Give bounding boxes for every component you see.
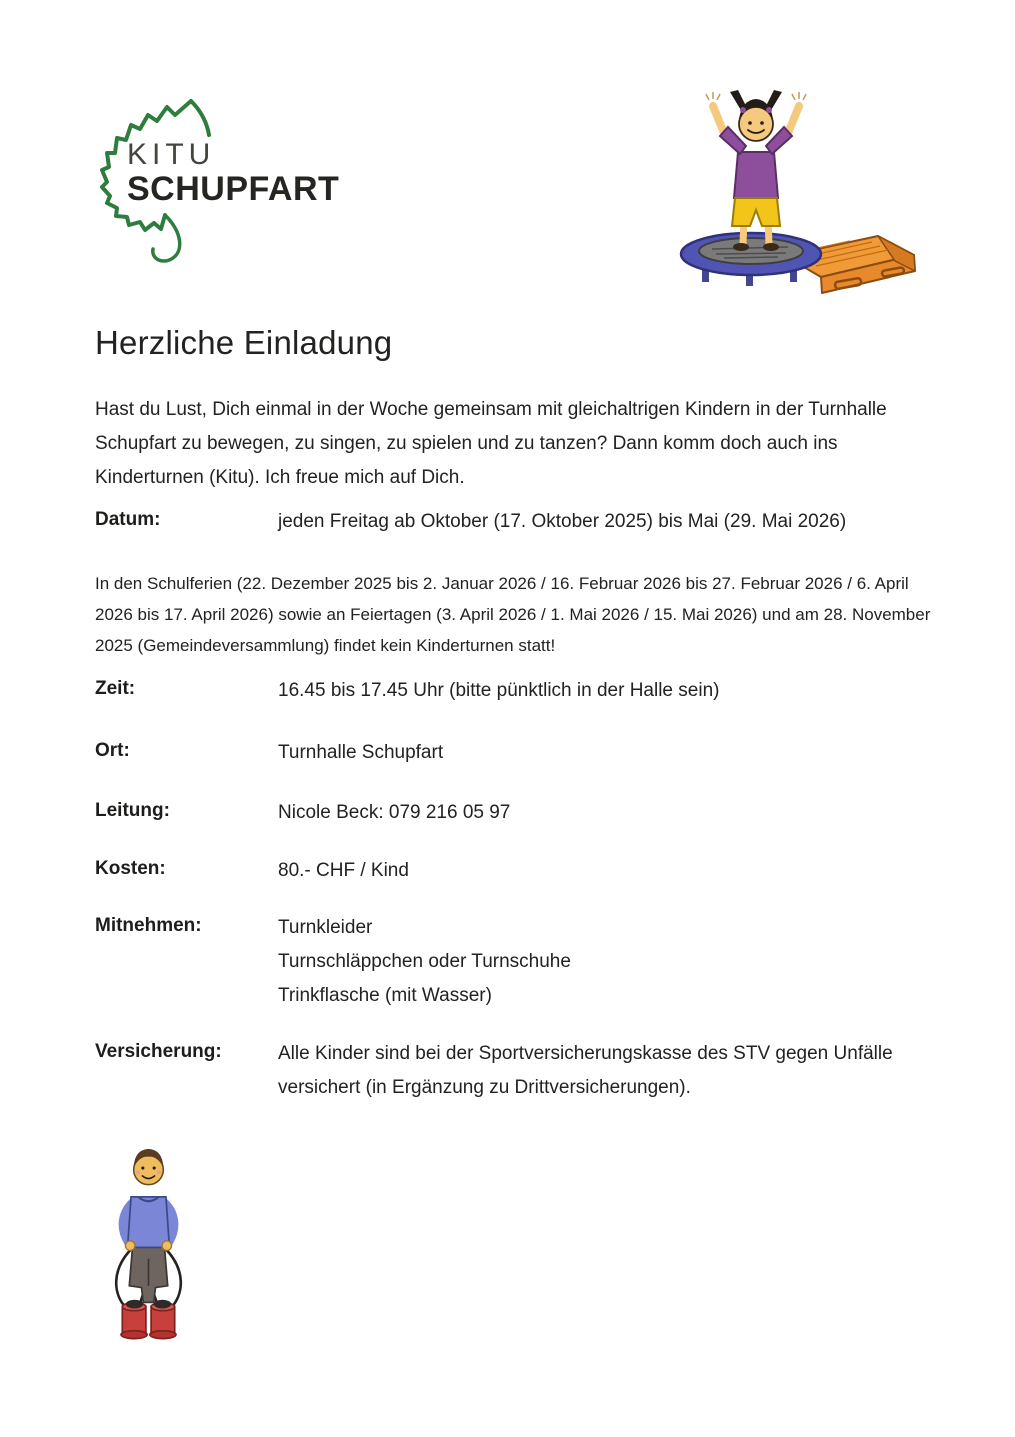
row-datum bbox=[95, 505, 943, 539]
zeit-label: Zeit: bbox=[95, 678, 136, 699]
ort-label: Ort: bbox=[95, 740, 130, 761]
girl-figure-icon bbox=[706, 90, 806, 251]
logo-line2: SCHUPFART bbox=[127, 169, 340, 208]
versicherung-value: Alle Kinder sind bei der Sportversicherungskasse des STV gegen Unfälle versichert (in Ergänzung zu Drittversicherungen). bbox=[278, 1043, 893, 1098]
mitnehmen-value bbox=[278, 911, 571, 1013]
row-kosten bbox=[95, 854, 943, 888]
zeit-value: 16.45 bis 17.45 Uhr (bitte pünktlich in der Halle sein) bbox=[278, 680, 720, 701]
row-ort bbox=[95, 736, 943, 770]
mitnehmen-item: Turnschläppchen oder Turnschuhe bbox=[278, 951, 571, 972]
trampoline-icon bbox=[681, 233, 821, 286]
mitnehmen-label: Mitnehmen: bbox=[95, 915, 202, 936]
mitnehmen-item: Turnkleider bbox=[278, 917, 373, 938]
intro-paragraph: Hast du Lust, Dich einmal in der Woche gemeinsam mit gleichaltrigen Kindern in der Turnhalle Schupfart zu bewegen, zu singen, zu spielen und zu tanzen? Dann komm doch auch ins Kinderturnen (Kitu). Ich freue mich auf Dich. bbox=[95, 399, 887, 488]
logo-text bbox=[127, 139, 339, 208]
tin-can-stilts-icon bbox=[121, 1303, 176, 1339]
kitu-schupfart-logo bbox=[93, 95, 393, 273]
datum-value: jeden Freitag ab Oktober (17. Oktober 2025) bis Mai (29. Mai 2026) bbox=[278, 511, 847, 532]
stilts-boy-illustration bbox=[96, 1141, 201, 1346]
leitung-value: Nicole Beck: 079 216 05 97 bbox=[278, 802, 511, 823]
versicherung-label: Versicherung: bbox=[95, 1041, 222, 1062]
leitung-label: Leitung: bbox=[95, 800, 170, 821]
row-versicherung bbox=[95, 1037, 943, 1105]
holiday-note: In den Schulferien (22. Dezember 2025 bis 2. Januar 2026 / 16. Februar 2026 bis 27. Februar 2026 / 6. April 2026 bis 17. April 2026) sowie an Feiertagen (3. April 2026 / 1. Mai 2026 / 15. Mai 2026) und am 28. November 2025 (Gemeindeversammlung) findet kein Kinderturnen statt! bbox=[95, 574, 931, 655]
datum-label: Datum: bbox=[95, 509, 161, 530]
mitnehmen-item: Trinkflasche (mit Wasser) bbox=[278, 985, 492, 1006]
trampoline-girl-illustration bbox=[650, 86, 922, 300]
ort-value: Turnhalle Schupfart bbox=[278, 742, 444, 763]
page-title: Herzliche Einladung bbox=[95, 324, 393, 362]
row-zeit bbox=[95, 674, 943, 708]
kosten-value: 80.- CHF / Kind bbox=[278, 860, 409, 881]
logo-line1: KITU bbox=[127, 138, 216, 171]
kosten-label: Kosten: bbox=[95, 858, 166, 879]
row-mitnehmen bbox=[95, 911, 943, 1013]
boy-figure-icon bbox=[116, 1149, 181, 1339]
row-leitung bbox=[95, 796, 943, 830]
